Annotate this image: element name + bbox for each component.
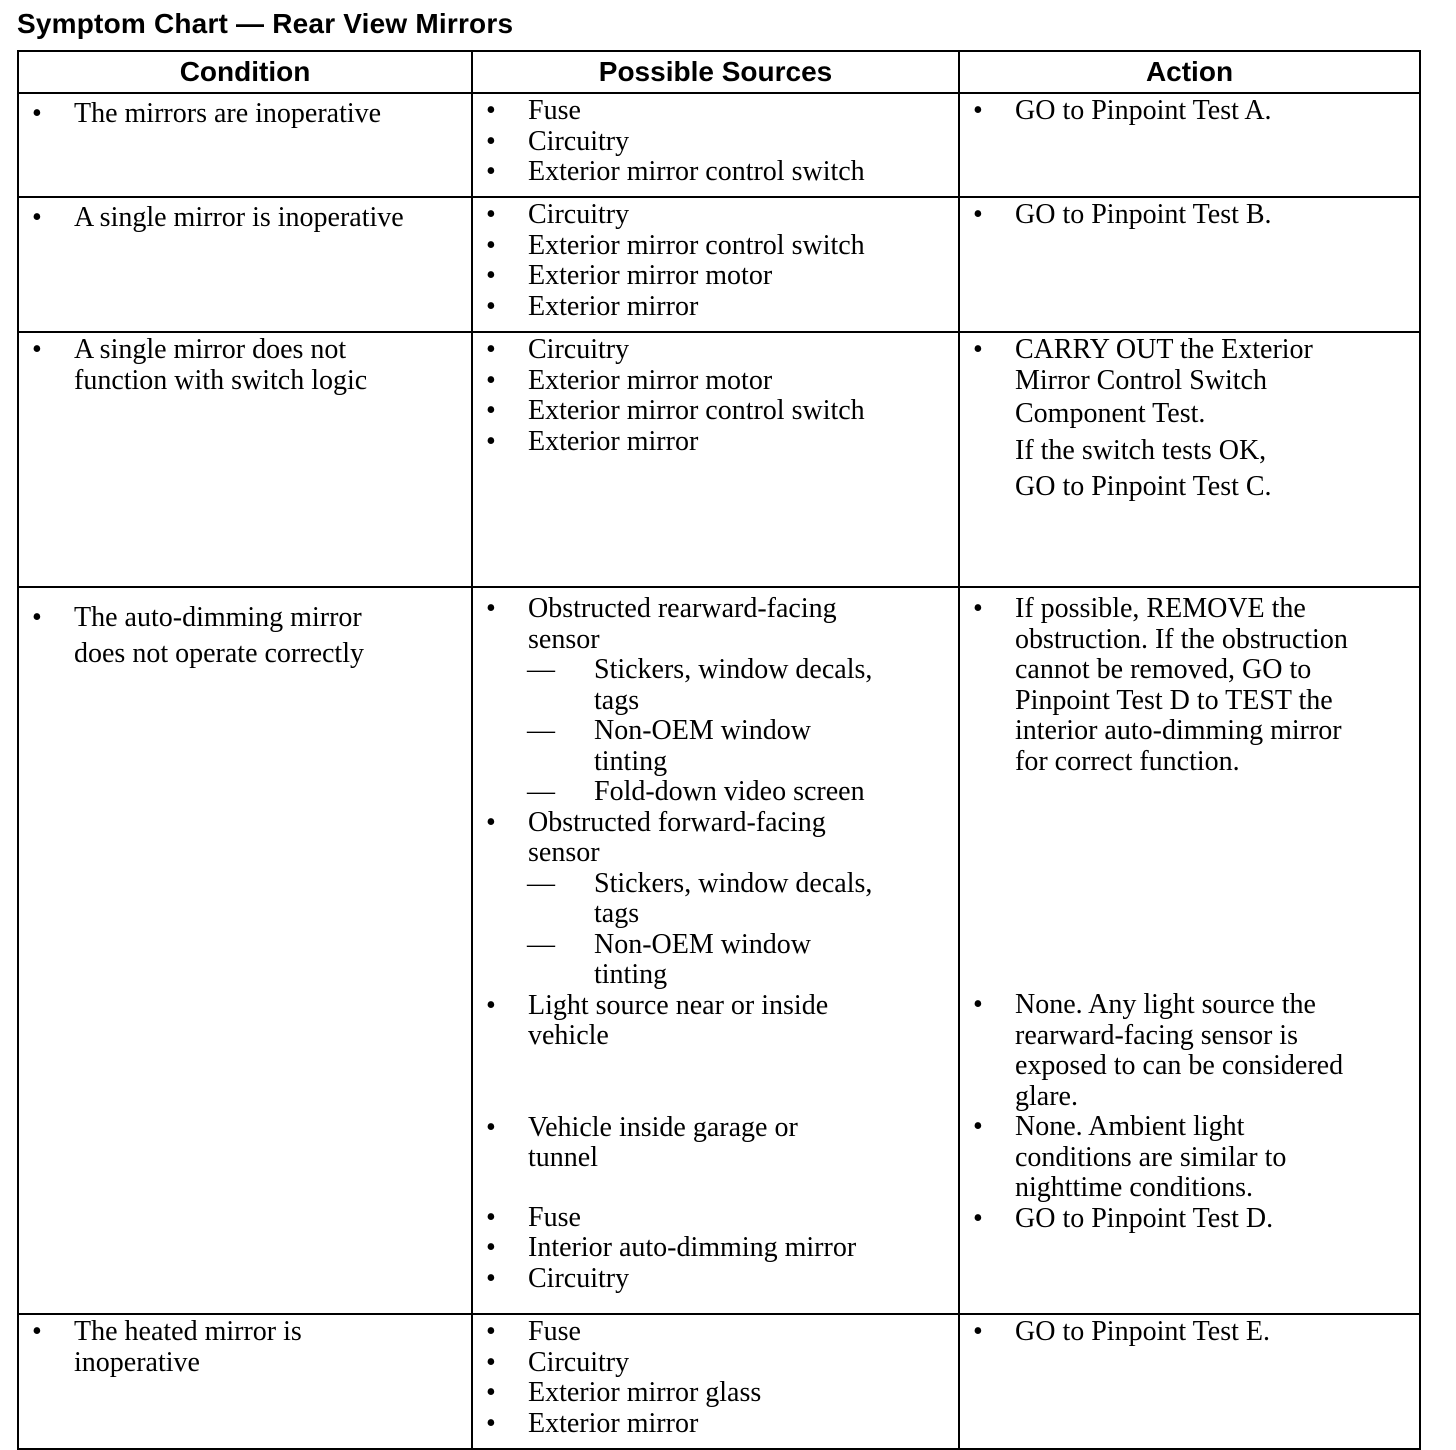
source-text: Fuse <box>528 1201 581 1233</box>
bullet: • <box>486 806 496 838</box>
source-text: Exterior mirror <box>528 1407 699 1439</box>
action-text: GO to Pinpoint Test E. <box>1015 1316 1270 1347</box>
action-text: rearward-facing sensor is <box>1015 1019 1298 1051</box>
action-text: Mirror Control Switch <box>1015 364 1267 396</box>
sub-item <box>485 716 950 777</box>
action-text: Component Test. <box>1015 398 1206 429</box>
table-row <box>18 93 1420 197</box>
list-item <box>485 231 950 262</box>
source-text: Stickers, window decals, <box>594 867 873 899</box>
dash: — <box>527 715 555 746</box>
bullet: • <box>32 202 42 233</box>
source-text: Fold-down video screen <box>594 776 865 807</box>
list-item <box>31 1317 463 1378</box>
action-text: obstruction. If the obstruction <box>1015 623 1348 655</box>
bullet: • <box>973 593 983 624</box>
header-possible-sources: Possible Sources <box>472 51 959 93</box>
list-item <box>485 1264 950 1295</box>
source-text: sensor <box>528 837 600 868</box>
action-cell <box>959 587 1420 1314</box>
list-item <box>485 1317 950 1348</box>
bullet: • <box>486 989 496 1021</box>
action-text: GO to Pinpoint Test A. <box>1015 95 1272 126</box>
action-cell <box>959 197 1420 332</box>
condition-text: The auto-dimming mirror <box>74 602 362 633</box>
list-item <box>972 96 1411 127</box>
source-text: Fuse <box>528 95 581 126</box>
action-text: None. Any light source the <box>1015 989 1316 1020</box>
bullet: • <box>486 1262 496 1294</box>
action-cell <box>959 1314 1420 1449</box>
list-item <box>485 366 950 397</box>
action-text: GO to Pinpoint Test D. <box>1015 1202 1274 1234</box>
bullet: • <box>973 1316 983 1347</box>
bullet: • <box>486 364 496 396</box>
bullet: • <box>486 1232 496 1263</box>
action-text: GO to Pinpoint Test B. <box>1015 199 1272 230</box>
source-text: Exterior mirror control switch <box>528 229 865 261</box>
bullet: • <box>486 229 496 261</box>
source-text: Circuitry <box>528 199 630 230</box>
table-row <box>18 332 1420 587</box>
source-text: Exterior mirror <box>528 290 699 322</box>
bullet: • <box>486 1407 496 1439</box>
action-text: interior auto-dimming mirror <box>1015 715 1342 746</box>
source-text: Exterior mirror control switch <box>528 156 865 187</box>
sources-cell <box>472 332 959 587</box>
bullet: • <box>486 593 496 624</box>
list-item <box>31 96 463 132</box>
condition-cell <box>18 93 472 197</box>
list-item <box>485 1378 950 1409</box>
bullet: • <box>973 95 983 126</box>
action-text: exposed to can be considered <box>1015 1050 1344 1081</box>
source-text: Exterior mirror motor <box>528 260 773 291</box>
action-continuation <box>972 396 1411 506</box>
condition-cell <box>18 332 472 587</box>
bullet: • <box>486 1316 496 1347</box>
condition-cell <box>18 1314 472 1449</box>
list-item <box>485 335 950 366</box>
header-action: Action <box>959 51 1420 93</box>
list-item <box>972 594 1411 777</box>
list-item <box>485 427 950 458</box>
header-row <box>18 51 1420 93</box>
bullet: • <box>32 98 42 129</box>
list-item <box>485 1113 950 1174</box>
bullet: • <box>486 334 496 365</box>
list-item <box>31 335 463 396</box>
dash: — <box>527 867 555 899</box>
source-text: vehicle <box>528 1020 609 1051</box>
condition-text: The heated mirror is <box>74 1316 302 1347</box>
header-condition: Condition <box>18 51 472 93</box>
bullet: • <box>973 1202 983 1234</box>
bullet: • <box>32 334 42 365</box>
bullet: • <box>486 125 496 157</box>
source-text: Vehicle inside garage or <box>528 1111 798 1143</box>
sources-cell <box>472 197 959 332</box>
bullet: • <box>32 602 42 633</box>
source-text: tunnel <box>528 1142 598 1173</box>
source-text: Circuitry <box>528 334 630 365</box>
list-item <box>485 1409 950 1440</box>
list-item <box>972 200 1411 231</box>
table-row <box>18 587 1420 1314</box>
list-item <box>485 594 950 655</box>
list-item <box>31 600 463 672</box>
source-text: Circuitry <box>528 1262 630 1294</box>
list-item <box>972 990 1411 1112</box>
list-item <box>485 292 950 323</box>
condition-text: function with switch logic <box>74 364 368 396</box>
source-text: Circuitry <box>528 125 630 157</box>
bullet: • <box>486 1377 496 1408</box>
spacer <box>485 1052 950 1113</box>
list-item <box>485 808 950 869</box>
condition-text: does not operate correctly <box>74 638 364 669</box>
list-item <box>485 1233 950 1264</box>
sources-cell <box>472 587 959 1314</box>
bullet: • <box>486 1346 496 1378</box>
list-item <box>485 200 950 231</box>
bullet: • <box>973 1111 983 1142</box>
bullet: • <box>486 395 496 426</box>
list-item <box>485 991 950 1052</box>
source-text: Non-OEM window <box>594 928 811 960</box>
source-text: Obstructed rearward-facing <box>528 593 837 624</box>
bullet: • <box>486 290 496 322</box>
bullet: • <box>973 989 983 1020</box>
bullet: • <box>486 1111 496 1143</box>
list-item <box>972 1112 1411 1204</box>
symptom-chart-table <box>17 50 1421 1450</box>
spacer <box>972 777 1411 990</box>
action-text: conditions are similar to <box>1015 1141 1287 1173</box>
action-text: GO to Pinpoint Test C. <box>1015 471 1272 502</box>
action-cell <box>959 93 1420 197</box>
sub-item <box>485 777 950 808</box>
list-item <box>485 127 950 158</box>
list-item <box>972 335 1411 396</box>
action-cell <box>959 332 1420 587</box>
action-text: nighttime conditions. <box>1015 1172 1253 1203</box>
source-text: Light source near or inside <box>528 989 829 1021</box>
action-text: glare. <box>1015 1080 1078 1112</box>
source-text: Stickers, window decals, <box>594 654 873 685</box>
list-item <box>485 96 950 127</box>
bullet: • <box>973 199 983 230</box>
condition-cell <box>18 197 472 332</box>
list-item <box>972 1204 1411 1235</box>
condition-text: inoperative <box>74 1346 200 1378</box>
action-text: for correct function. <box>1015 745 1240 777</box>
list-item <box>31 200 463 236</box>
sub-item <box>485 930 950 991</box>
sources-cell <box>472 1314 959 1449</box>
source-text: Exterior mirror glass <box>528 1377 762 1408</box>
source-text: Exterior mirror control switch <box>528 395 865 426</box>
condition-cell <box>18 587 472 1314</box>
source-text: sensor <box>528 623 600 655</box>
list-item <box>485 157 950 188</box>
condition-text: A single mirror does not <box>74 334 347 365</box>
action-text: If possible, REMOVE the <box>1015 593 1306 624</box>
condition-text: The mirrors are inoperative <box>74 98 382 129</box>
dash: — <box>527 776 555 807</box>
source-text: tinting <box>594 745 668 777</box>
table-row <box>18 1314 1420 1449</box>
source-text: Non-OEM window <box>594 715 811 746</box>
source-text: Interior auto-dimming mirror <box>528 1232 857 1263</box>
sub-item <box>485 869 950 930</box>
action-text: cannot be removed, GO to <box>1015 654 1312 685</box>
bullet: • <box>486 1201 496 1233</box>
table-row <box>18 197 1420 332</box>
bullet: • <box>486 425 496 457</box>
page-title: Symptom Chart — Rear View Mirrors <box>17 8 514 39</box>
bullet: • <box>486 95 496 126</box>
action-text: If the switch tests OK, <box>1015 434 1267 466</box>
source-text: Exterior mirror <box>528 425 699 457</box>
source-text: Exterior mirror motor <box>528 364 773 396</box>
source-text: Circuitry <box>528 1346 630 1378</box>
action-text: Pinpoint Test D to TEST the <box>1015 684 1333 716</box>
sources-cell <box>472 93 959 197</box>
bullet: • <box>32 1316 42 1347</box>
action-text: CARRY OUT the Exterior <box>1015 334 1313 365</box>
bullet: • <box>486 260 496 291</box>
source-text: tags <box>594 684 640 716</box>
spacer <box>485 1174 950 1203</box>
sub-item <box>485 655 950 716</box>
list-item <box>485 261 950 292</box>
source-text: Obstructed forward-facing <box>528 806 826 838</box>
condition-text: A single mirror is inoperative <box>74 202 404 233</box>
source-text: tinting <box>594 959 668 990</box>
source-text: Fuse <box>528 1316 581 1347</box>
action-text: None. Ambient light <box>1015 1111 1245 1142</box>
list-item <box>485 1348 950 1379</box>
bullet: • <box>486 156 496 187</box>
dash: — <box>527 928 555 960</box>
bullet: • <box>486 199 496 230</box>
source-text: tags <box>594 898 640 929</box>
bullet: • <box>973 334 983 365</box>
list-item <box>972 1317 1411 1348</box>
list-item <box>485 396 950 427</box>
dash: — <box>527 654 555 685</box>
list-item <box>485 1203 950 1234</box>
